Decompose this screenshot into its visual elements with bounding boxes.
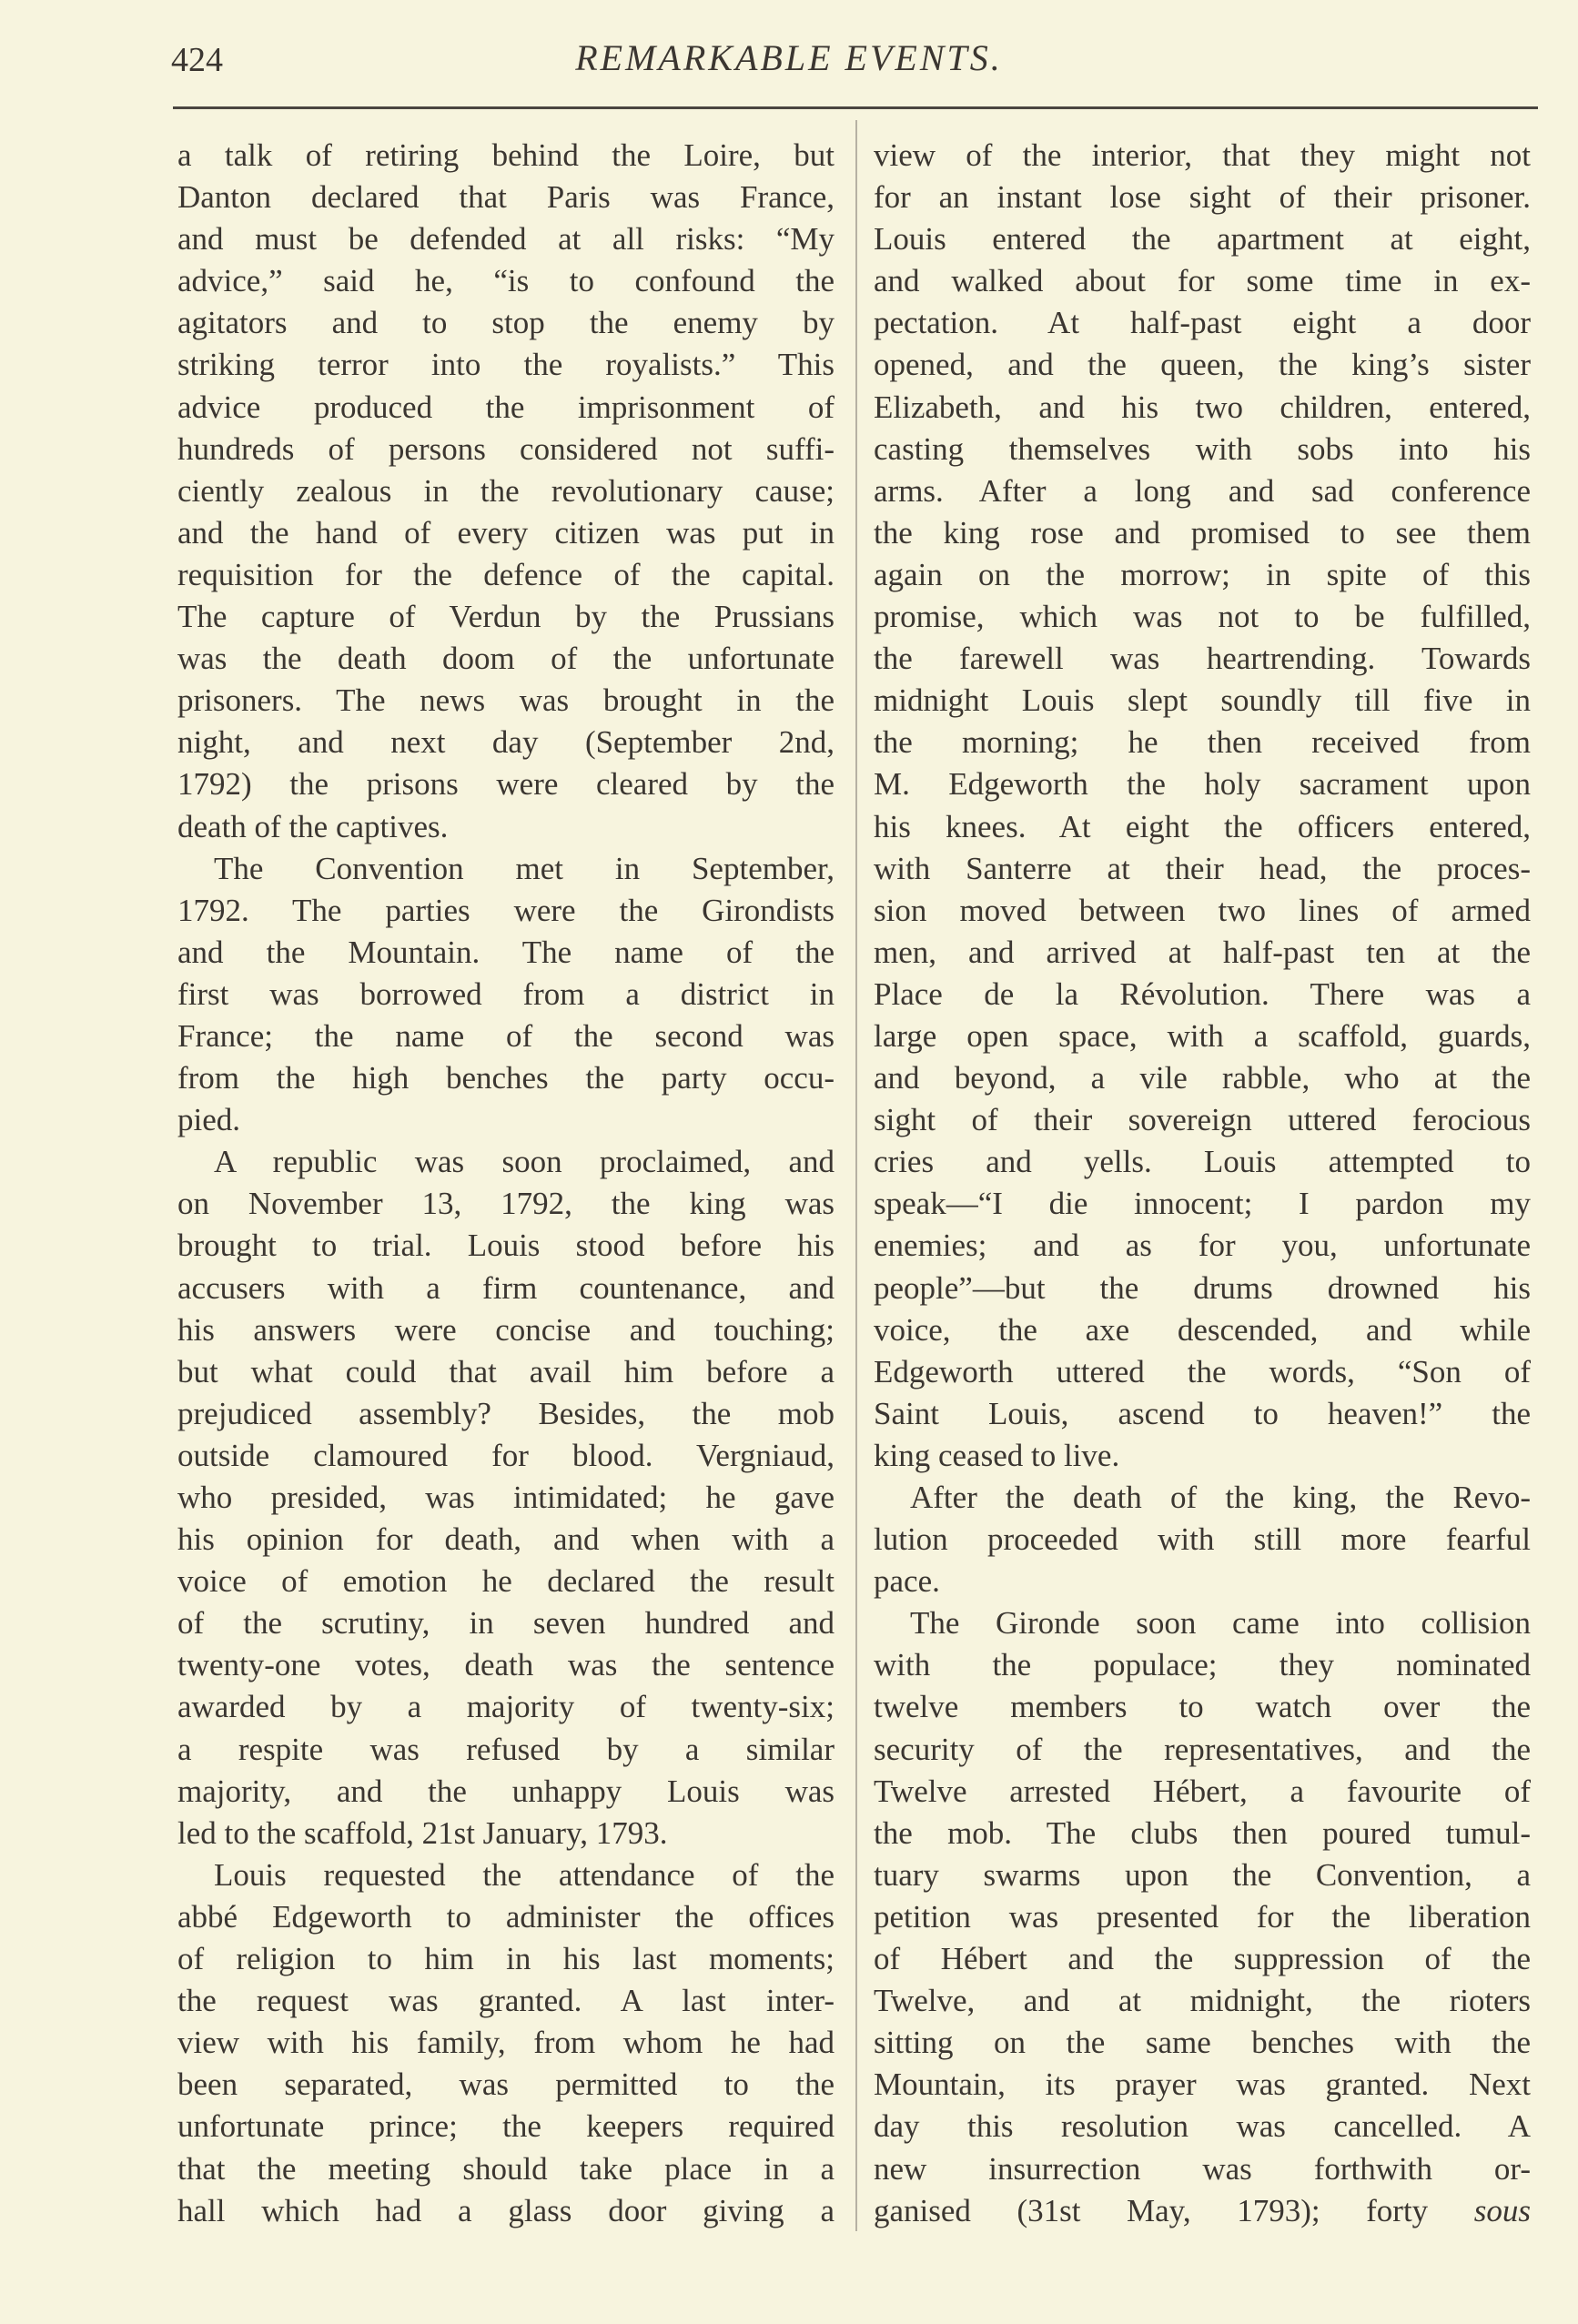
text-line	[177, 260, 835, 302]
text-line	[874, 680, 1531, 722]
line-text: advice,” said he, “is to confound the	[177, 263, 835, 299]
line-text: and beyond, a vile rabble, who at the	[874, 1060, 1531, 1096]
line-text: death of the captives.	[177, 808, 449, 844]
text-line	[177, 848, 835, 890]
header-rule	[173, 106, 1538, 109]
line-text: petition was presented for the liberation	[874, 1898, 1531, 1935]
text-line	[177, 470, 835, 512]
line-text: of religion to him in his last moments;	[177, 1941, 835, 1977]
text-line	[177, 1351, 835, 1393]
line-text: requisition for the defence of the capital.	[177, 556, 835, 592]
text-line	[874, 1854, 1531, 1896]
text-line	[177, 1644, 835, 1686]
line-text: again on the morrow; in spite of this	[874, 556, 1531, 592]
text-line	[874, 429, 1531, 470]
text-line	[874, 260, 1531, 302]
text-line	[874, 1015, 1531, 1057]
line-text: cries and yells. Louis attempted to	[874, 1144, 1531, 1180]
line-text: unfortunate prince; the keepers required	[177, 2108, 835, 2145]
text-line	[177, 1980, 835, 2022]
text-line	[177, 1854, 835, 1896]
text-line	[177, 974, 835, 1015]
line-text: hundreds of persons considered not suffi-	[177, 430, 835, 467]
line-text: a talk of retiring behind the Loire, but	[177, 137, 835, 173]
line-text: abbé Edgeworth to administer the offices	[177, 1898, 835, 1935]
text-line	[874, 302, 1531, 344]
text-line	[177, 1057, 835, 1099]
text-line	[874, 2022, 1531, 2064]
text-line	[177, 554, 835, 596]
line-text: advice produced the imprisonment of	[177, 389, 835, 425]
text-line	[874, 1561, 1531, 1602]
line-text: Louis requested the attendance of the	[214, 1856, 835, 1893]
line-text: been separated, was permitted to the	[177, 2066, 835, 2103]
text-line	[177, 1183, 835, 1225]
line-text: ciently zealous in the revolutionary cause;	[177, 472, 835, 509]
text-line	[177, 218, 835, 260]
text-line	[874, 1896, 1531, 1938]
text-line	[874, 1183, 1531, 1225]
text-line	[177, 512, 835, 554]
text-line	[874, 1351, 1531, 1393]
line-text: voice, the axe descended, and while	[874, 1311, 1531, 1348]
text-line	[177, 596, 835, 638]
text-line	[874, 554, 1531, 596]
line-text: ganised (31st May, 1793); forty	[874, 2192, 1474, 2228]
line-text: that the meeting should take place in a	[177, 2150, 835, 2187]
text-line	[874, 218, 1531, 260]
text-line	[177, 932, 835, 974]
text-line	[177, 1477, 835, 1519]
line-text: sion moved between two lines of armed	[874, 892, 1531, 928]
line-text: The capture of Verdun by the Prussians	[177, 599, 835, 635]
text-line	[874, 2148, 1531, 2190]
line-text: first was borrowed from a district in	[177, 975, 835, 1012]
line-text: awarded by a majority of twenty-six;	[177, 1689, 835, 1725]
line-text: accusers with a firm countenance, and	[177, 1269, 835, 1306]
italic-word: sous	[1473, 2192, 1531, 2228]
line-text: king ceased to live.	[874, 1437, 1120, 1473]
text-line	[874, 722, 1531, 763]
right-column	[874, 135, 1531, 2232]
text-line	[874, 638, 1531, 680]
line-text: Louis entered the apartment at eight,	[874, 221, 1531, 258]
line-text: Twelve, and at midnight, the rioters	[874, 1983, 1531, 2019]
text-line	[177, 1938, 835, 1980]
text-line	[177, 1099, 835, 1141]
left-column	[177, 135, 835, 2232]
line-text: with Santerre at their head, the proces-	[874, 850, 1531, 886]
text-line	[874, 1268, 1531, 1309]
text-line	[177, 680, 835, 722]
line-text: striking terror into the royalists.” This	[177, 347, 835, 383]
text-line	[874, 470, 1531, 512]
text-line	[874, 1813, 1531, 1854]
line-text: the request was granted. A last inter-	[177, 1983, 835, 2019]
line-text: a respite was refused by a similar	[177, 1731, 835, 1767]
line-text: A republic was soon proclaimed, and	[214, 1144, 835, 1180]
text-line	[177, 1225, 835, 1267]
line-text: voice of emotion he declared the result	[177, 1563, 835, 1600]
text-line	[177, 2106, 835, 2147]
text-line	[874, 1938, 1531, 1980]
line-text: his answers were concise and touching;	[177, 1311, 835, 1348]
text-line	[177, 2022, 835, 2064]
text-line	[874, 596, 1531, 638]
text-line	[177, 1813, 835, 1854]
line-text: outside clamoured for blood. Vergniaud,	[177, 1437, 835, 1473]
text-line	[874, 932, 1531, 974]
line-text: with the populace; they nominated	[874, 1647, 1531, 1683]
line-text: brought to trial. Louis stood before his	[177, 1228, 835, 1264]
line-text: 1792) the prisons were cleared by the	[177, 766, 835, 803]
line-text: sitting on the same benches with the	[874, 2025, 1531, 2061]
text-line	[874, 763, 1531, 805]
text-line	[177, 1141, 835, 1183]
line-text: speak—“I die innocent; I pardon my	[874, 1186, 1531, 1222]
line-text: the king rose and promised to see them	[874, 514, 1531, 551]
line-text: and the hand of every citizen was put in	[177, 514, 835, 551]
line-text: enemies; and as for you, unfortunate	[874, 1228, 1531, 1264]
text-line	[177, 763, 835, 805]
line-text: day this resolution was cancelled. A	[874, 2108, 1531, 2145]
text-line	[874, 1435, 1531, 1477]
text-line	[177, 344, 835, 386]
line-text: M. Edgeworth the holy sacrament upon	[874, 766, 1531, 803]
line-text: the farewell was heartrending. Towards	[874, 641, 1531, 677]
text-line	[874, 1477, 1531, 1519]
line-text: people”—but the drums drowned his	[874, 1269, 1531, 1306]
line-text: Saint Louis, ascend to heaven!” the	[874, 1395, 1531, 1431]
text-line	[874, 512, 1531, 554]
text-line	[177, 177, 835, 218]
line-text: view of the interior, that they might not	[874, 137, 1531, 173]
line-text: majority, and the unhappy Louis was	[177, 1773, 835, 1809]
page-number: 424	[171, 41, 223, 79]
line-text: sight of their sovereign uttered ferocious	[874, 1102, 1531, 1138]
line-text: men, and arrived at half-past ten at the	[874, 934, 1531, 970]
text-line	[177, 302, 835, 344]
text-line	[874, 1057, 1531, 1099]
text-line	[177, 387, 835, 429]
line-text: Place de la Révolution. There was a	[874, 975, 1531, 1012]
line-text: Twelve arrested Hébert, a favourite of	[874, 1773, 1531, 1809]
text-line	[874, 1309, 1531, 1351]
line-text: promise, which was not to be fulfilled,	[874, 599, 1531, 635]
text-line	[177, 1602, 835, 1644]
line-text: for an instant lose sight of their prisoner.	[874, 179, 1531, 216]
line-text: The Gironde soon came into collision	[910, 1605, 1531, 1642]
line-text: on November 13, 1792, the king was	[177, 1186, 835, 1222]
text-line	[874, 1393, 1531, 1435]
line-text: Elizabeth, and his two children, entered,	[874, 389, 1531, 425]
text-line	[177, 1561, 835, 1602]
text-line	[177, 638, 835, 680]
line-text: Danton declared that Paris was France,	[177, 179, 835, 216]
line-text: The Convention met in September,	[214, 850, 835, 886]
line-text: large open space, with a scaffold, guards,	[874, 1017, 1531, 1054]
line-text: led to the scaffold, 21st January, 1793.	[177, 1814, 668, 1851]
text-line	[874, 1602, 1531, 1644]
line-text: prisoners. The news was brought in the	[177, 682, 835, 719]
text-line	[874, 848, 1531, 890]
line-text: pectation. At half-past eight a door	[874, 305, 1531, 341]
text-line	[177, 1015, 835, 1057]
text-line	[874, 1686, 1531, 1728]
text-line	[177, 1729, 835, 1771]
line-text: view with his family, from whom he had	[177, 2025, 835, 2061]
line-text: from the high benches the party occu-	[177, 1060, 835, 1096]
text-line	[177, 1771, 835, 1813]
line-text: tuary swarms upon the Convention, a	[874, 1856, 1531, 1893]
line-text: Mountain, its prayer was granted. Next	[874, 2066, 1531, 2103]
line-text: of the scrutiny, in seven hundred and	[177, 1605, 835, 1642]
line-text: but what could that avail him before a	[177, 1353, 835, 1389]
text-line	[874, 2190, 1531, 2232]
text-line	[874, 2106, 1531, 2147]
running-title: REMARKABLE EVENTS.	[575, 37, 1003, 78]
line-text: After the death of the king, the Revo-	[910, 1480, 1531, 1515]
line-text: agitators and to stop the enemy by	[177, 305, 835, 341]
line-text: the morning; he then received from	[874, 724, 1531, 761]
text-line	[177, 806, 835, 848]
line-text: twelve members to watch over the	[874, 1689, 1531, 1725]
line-text: the mob. The clubs then poured tumul-	[874, 1814, 1531, 1851]
text-line	[874, 1141, 1531, 1183]
line-text: and walked about for some time in ex-	[874, 263, 1531, 299]
text-line	[177, 1268, 835, 1309]
column-divider	[855, 120, 857, 2231]
line-text: 1792. The parties were the Girondists	[177, 892, 835, 928]
line-text: opened, and the queen, the king’s sister	[874, 347, 1531, 383]
text-line	[177, 1309, 835, 1351]
text-line	[177, 429, 835, 470]
line-text: his opinion for death, and when with a	[177, 1521, 835, 1558]
text-line	[874, 1980, 1531, 2022]
text-line	[177, 135, 835, 177]
line-text: who presided, was intimidated; he gave	[177, 1480, 835, 1515]
line-text: security of the representatives, and the	[874, 1731, 1531, 1767]
text-line	[177, 2064, 835, 2106]
text-line	[177, 1896, 835, 1938]
line-text: Edgeworth uttered the words, “Son of	[874, 1353, 1531, 1389]
text-line	[177, 722, 835, 763]
line-text: casting themselves with sobs into his	[874, 430, 1531, 467]
line-text: pied.	[177, 1102, 241, 1138]
text-line	[874, 1771, 1531, 1813]
text-line	[874, 806, 1531, 848]
text-line	[874, 135, 1531, 177]
line-text: of Hébert and the suppression of the	[874, 1941, 1531, 1977]
text-line	[874, 177, 1531, 218]
text-line	[874, 387, 1531, 429]
text-line	[874, 2064, 1531, 2106]
text-line	[874, 1099, 1531, 1141]
text-line	[177, 1519, 835, 1561]
line-text: and the Mountain. The name of the	[177, 934, 835, 970]
text-line	[874, 974, 1531, 1015]
line-text: night, and next day (September 2nd,	[177, 724, 835, 761]
text-line	[177, 1686, 835, 1728]
line-text: new insurrection was forthwith or-	[874, 2150, 1531, 2187]
line-text: lution proceeded with still more fearful	[874, 1521, 1531, 1558]
text-line	[874, 1644, 1531, 1686]
line-text: France; the name of the second was	[177, 1017, 835, 1054]
text-line	[874, 1519, 1531, 1561]
text-line	[177, 2190, 835, 2232]
text-line	[177, 890, 835, 932]
line-text: and must be defended at all risks: “My	[177, 221, 835, 258]
line-text: midnight Louis slept soundly till five in	[874, 682, 1531, 719]
text-line	[177, 1393, 835, 1435]
text-line	[177, 2148, 835, 2190]
line-text: prejudiced assembly? Besides, the mob	[177, 1395, 835, 1431]
text-line	[874, 890, 1531, 932]
line-text: his knees. At eight the officers entered,	[874, 808, 1531, 844]
text-line	[874, 1729, 1531, 1771]
text-line	[177, 1435, 835, 1477]
line-text: hall which had a glass door giving a	[177, 2192, 835, 2228]
text-line	[874, 1225, 1531, 1267]
line-text: twenty-one votes, death was the sentence	[177, 1647, 835, 1683]
line-text: was the death doom of the unfortunate	[177, 641, 835, 677]
line-text: arms. After a long and sad conference	[874, 472, 1531, 509]
line-text: pace.	[874, 1563, 940, 1600]
text-line	[874, 344, 1531, 386]
